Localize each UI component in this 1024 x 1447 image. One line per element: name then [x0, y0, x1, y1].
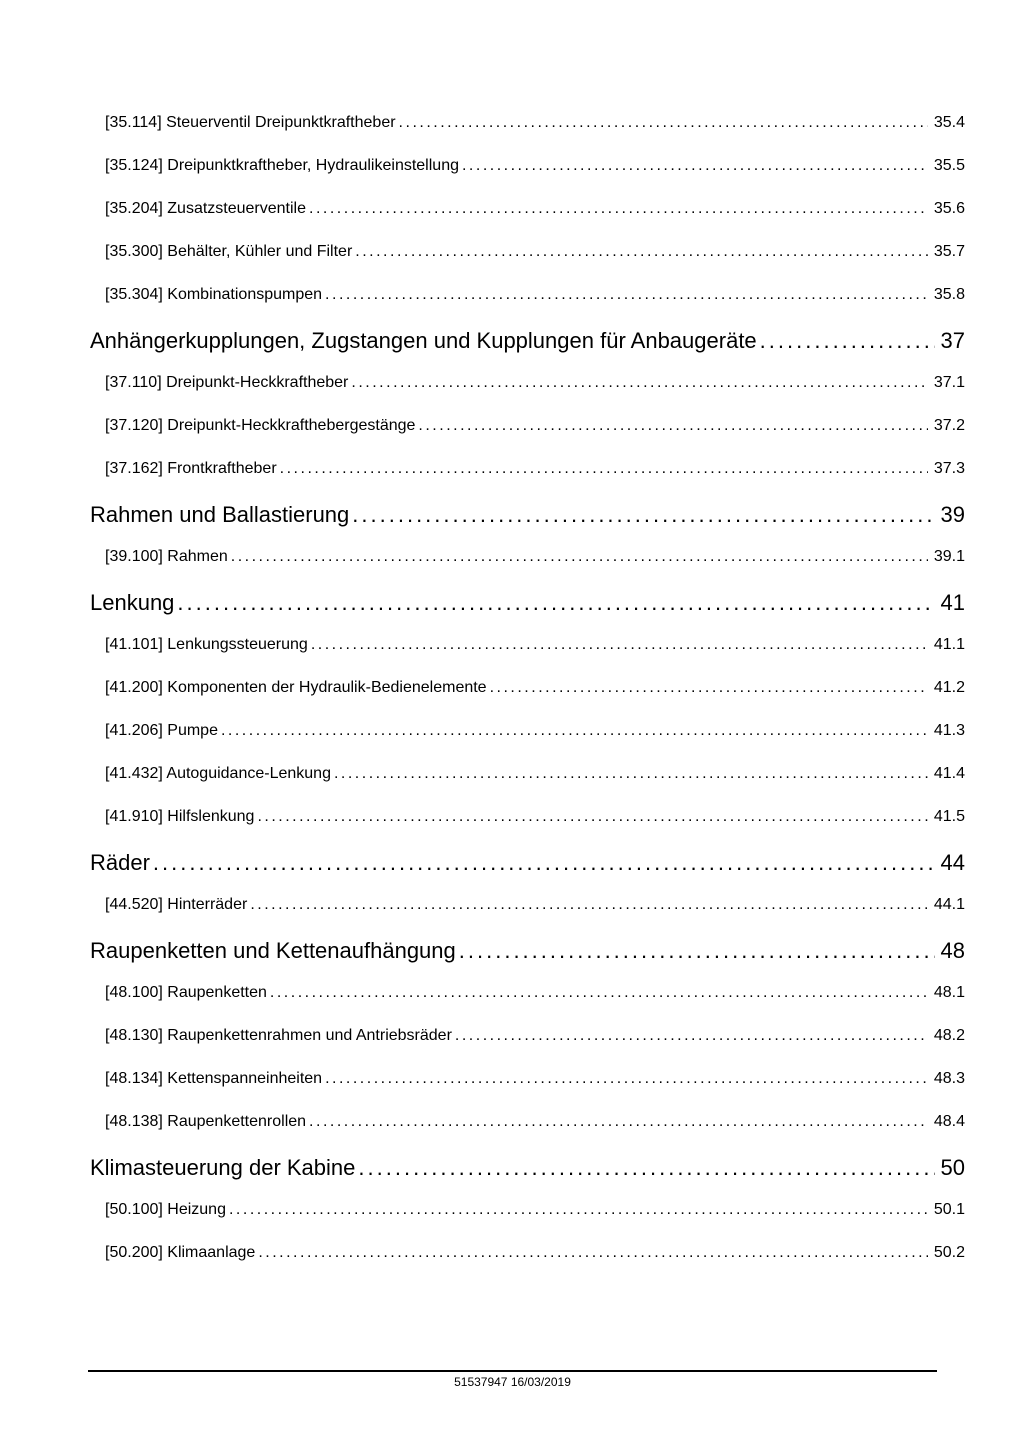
toc-entry	[90, 156, 965, 175]
toc-entry-page-number: 41.3	[933, 722, 965, 739]
toc-entry-page-number: 39.1	[933, 548, 965, 565]
toc-entry-label: Rahmen und Ballastierung	[90, 502, 350, 527]
toc-entry-page-number: 48	[940, 938, 965, 963]
toc-entry-page-number: 44	[940, 850, 965, 875]
toc-entry	[90, 459, 965, 478]
toc-entry-page-number: 35.6	[933, 200, 965, 217]
toc-leader-dots	[250, 895, 928, 914]
toc-entry-page-number: 48.2	[933, 1027, 965, 1044]
toc-entry-page-number: 41	[940, 590, 965, 615]
toc-leader-dots	[325, 285, 928, 304]
toc-entry-label: [37.110] Dreipunkt-Heckkraftheber	[105, 374, 349, 391]
toc-leader-dots	[309, 1112, 928, 1131]
toc-section-heading	[90, 938, 965, 964]
toc-section-heading	[90, 1155, 965, 1181]
toc-leader-dots	[258, 1243, 928, 1262]
toc-entry	[90, 113, 965, 132]
toc-entry-page-number: 35.8	[933, 286, 965, 303]
toc-entry-label: [35.114] Steuerventil Dreipunktkraftheber	[105, 114, 396, 131]
toc-entry	[90, 285, 965, 304]
toc-leader-dots	[309, 199, 928, 218]
toc-entry	[90, 721, 965, 740]
toc-section-heading	[90, 328, 965, 354]
toc-entry-page-number: 39	[940, 502, 965, 527]
toc-leader-dots	[177, 590, 934, 616]
toc-entry	[90, 416, 965, 435]
toc-entry-page-number: 48.1	[933, 984, 965, 1001]
toc-entry-label: [41.206] Pumpe	[105, 722, 218, 739]
toc-leader-dots	[270, 983, 928, 1002]
toc-entry-label: [35.300] Behälter, Kühler und Filter	[105, 243, 353, 260]
toc-leader-dots	[490, 678, 928, 697]
toc-entry	[90, 1069, 965, 1088]
toc-leader-dots	[352, 502, 934, 528]
toc-section-heading	[90, 590, 965, 616]
toc-leader-dots	[229, 1200, 928, 1219]
toc-entry	[90, 764, 965, 783]
toc-entry-label: Lenkung	[90, 590, 175, 615]
toc-entry-label: [35.204] Zusatzsteuerventile	[105, 200, 307, 217]
toc-leader-dots	[418, 416, 927, 435]
toc-entry-label: [41.432] Autoguidance-Lenkung	[105, 765, 331, 782]
toc-leader-dots	[351, 373, 927, 392]
toc-entry-page-number: 50.2	[933, 1244, 965, 1261]
toc-entry-page-number: 41.5	[933, 808, 965, 825]
toc-leader-dots	[221, 721, 928, 740]
toc-entry-page-number: 41.4	[933, 765, 965, 782]
toc-leader-dots	[153, 850, 935, 876]
toc-entry-label: [41.200] Komponenten der Hydraulik-Bedienelemente	[105, 679, 487, 696]
toc-leader-dots	[399, 113, 928, 132]
toc-leader-dots	[355, 242, 928, 261]
toc-leader-dots	[311, 635, 928, 654]
toc-entry	[90, 1243, 965, 1262]
toc-entry	[90, 678, 965, 697]
toc-entry	[90, 1026, 965, 1045]
toc-entry-page-number: 35.7	[933, 243, 965, 260]
toc-leader-dots	[462, 156, 928, 175]
toc-entry-label: [50.100] Heizung	[105, 1201, 226, 1218]
page-footer	[88, 1370, 937, 1389]
footer-document-code: 51537947 16/03/2019	[454, 1375, 571, 1389]
toc-entry-page-number: 37.1	[933, 374, 965, 391]
toc-entry-page-number: 37.3	[933, 460, 965, 477]
toc-entry-page-number: 37.2	[933, 417, 965, 434]
toc-entry	[90, 199, 965, 218]
toc-leader-dots	[760, 328, 935, 354]
toc-entry-label: [50.200] Klimaanlage	[105, 1244, 256, 1261]
toc-leader-dots	[280, 459, 928, 478]
toc-entry-page-number: 35.5	[933, 157, 965, 174]
toc-entry-label: [44.520] Hinterräder	[105, 896, 248, 913]
toc-leader-dots	[334, 764, 928, 783]
toc-entry	[90, 242, 965, 261]
toc-entry-page-number: 50	[940, 1155, 965, 1180]
toc-entry	[90, 807, 965, 826]
toc-entry	[90, 373, 965, 392]
toc-entry-label: [39.100] Rahmen	[105, 548, 228, 565]
toc-leader-dots	[459, 938, 935, 964]
toc-entry	[90, 1112, 965, 1131]
toc-entry-page-number: 44.1	[933, 896, 965, 913]
toc-entry-label: [48.130] Raupenkettenrahmen und Antriebsräder	[105, 1027, 452, 1044]
toc-leader-dots	[325, 1069, 928, 1088]
toc-entry-label: [37.120] Dreipunkt-Heckkrafthebergestänge	[105, 417, 416, 434]
toc-entry-label: [48.100] Raupenketten	[105, 984, 267, 1001]
toc-entry	[90, 983, 965, 1002]
toc-entry	[90, 1200, 965, 1219]
table-of-contents	[90, 113, 965, 1286]
toc-entry-label: [48.134] Kettenspanneinheiten	[105, 1070, 323, 1087]
toc-leader-dots	[231, 547, 928, 566]
toc-entry-label: Räder	[90, 850, 150, 875]
toc-section-heading	[90, 850, 965, 876]
toc-leader-dots	[455, 1026, 928, 1045]
toc-entry-page-number: 50.1	[933, 1201, 965, 1218]
toc-entry-label: Klimasteuerung der Kabine	[90, 1155, 356, 1180]
toc-entry-page-number: 37	[940, 328, 965, 353]
toc-entry-page-number: 48.4	[933, 1113, 965, 1130]
toc-section-heading	[90, 502, 965, 528]
toc-entry-page-number: 48.3	[933, 1070, 965, 1087]
toc-entry	[90, 635, 965, 654]
toc-entry-label: [48.138] Raupenkettenrollen	[105, 1113, 307, 1130]
toc-entry-label: [41.101] Lenkungssteuerung	[105, 636, 308, 653]
toc-leader-dots	[358, 1155, 934, 1181]
toc-entry-page-number: 35.4	[933, 114, 965, 131]
toc-entry-label: [37.162] Frontkraftheber	[105, 460, 277, 477]
toc-entry-label: Anhängerkupplungen, Zugstangen und Kupplungen für Anbaugeräte	[90, 328, 757, 353]
toc-entry-label: [35.124] Dreipunktkraftheber, Hydraulikeinstellung	[105, 157, 459, 174]
toc-entry-page-number: 41.2	[933, 679, 965, 696]
toc-leader-dots	[257, 807, 927, 826]
toc-entry	[90, 895, 965, 914]
toc-entry	[90, 547, 965, 566]
toc-entry-page-number: 41.1	[933, 636, 965, 653]
toc-entry-label: [41.910] Hilfslenkung	[105, 808, 255, 825]
toc-entry-label: Raupenketten und Kettenaufhängung	[90, 938, 456, 963]
toc-entry-label: [35.304] Kombinationspumpen	[105, 286, 323, 303]
